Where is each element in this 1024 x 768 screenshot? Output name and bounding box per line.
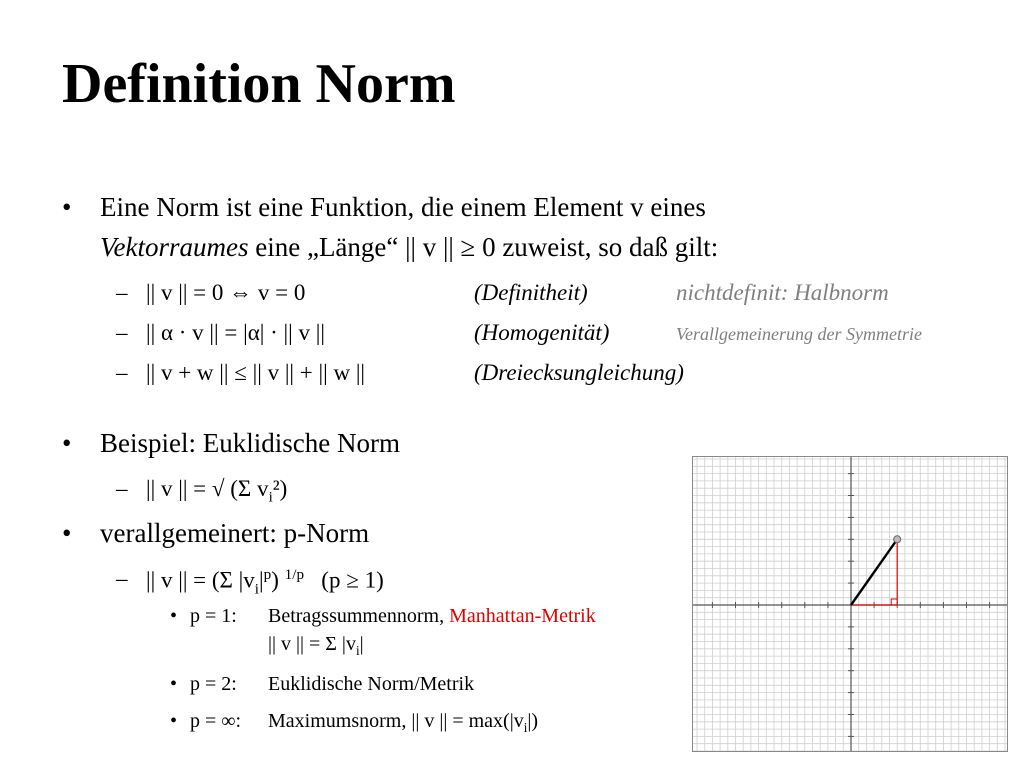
slide-title: Definition Norm [62,53,456,115]
vector-endpoint [894,536,901,543]
sub-bullet-marker: • [170,673,178,695]
manhattan-metrik: Manhattan-Metrik [449,605,596,627]
intro-line-2-rest: eine „Länge“ || v || ≥ 0 zuweist, so daß gilt: [248,232,719,262]
case-p1: p = 1: [190,605,237,627]
euclid-formula: || v || = √ (Σ $v_i^2$) [146,476,288,506]
right-angle-marker [891,599,897,605]
dash-marker: – [116,280,128,305]
dash-marker: – [116,320,128,345]
property-name-3: (Dreiecksungleichung) [474,360,684,385]
case-p1-formula: || v || = Σ $|v_i|$ [268,633,364,658]
coordinate-grid [693,457,1007,751]
example-label: Beispiel: Euklidische Norm [100,428,400,458]
case-pinf: p = ∞: [190,710,242,732]
dash-marker: – [116,566,128,591]
case-p2-text: Euklidische Norm/Metrik [268,673,475,695]
case-pinf-text: Maximumsnorm, || v || = $\max(|v_i|)$ [268,710,539,735]
p-norm-formula: || v || = (Σ $|v_i|^p$) $^{1/p}$ (p ≥ 1) [146,566,384,598]
sub-bullet-marker: • [170,605,178,627]
intro-line-2 [100,232,718,263]
property-formula-3: || v + w || ≤ || v || + || w || [146,360,366,385]
property-formula-1: || v || = 0 ⇔ v = 0 [146,280,306,305]
bullet-marker: • [62,518,72,548]
intro-line-1: Eine Norm ist eine Funktion, die einem Element v eines [100,192,706,222]
property-note-1: nichtdefinit: Halbnorm [676,280,889,305]
dash-marker: – [116,476,128,501]
sub-bullet-marker: • [170,710,178,732]
case-p2: p = 2: [190,673,237,695]
vektorraumes-term: Vektorraumes [100,232,249,262]
property-name-1: (Definitheit) [474,280,588,305]
bullet-marker: • [62,192,72,222]
bullet-marker: • [62,428,72,458]
property-name-2: (Homogenität) [474,320,610,345]
norm-figure [692,456,1008,752]
property-formula-2: || α · v || = |α| · || v || [146,320,325,345]
case-p1-text: Betragssummennorm, Manhattan-Metrik [268,605,596,627]
generalized-label: verallgemeinert: p-Norm [100,518,370,548]
property-note-2: Verallgemeinerung der Symmetrie [676,324,922,344]
dash-marker: – [116,360,128,385]
